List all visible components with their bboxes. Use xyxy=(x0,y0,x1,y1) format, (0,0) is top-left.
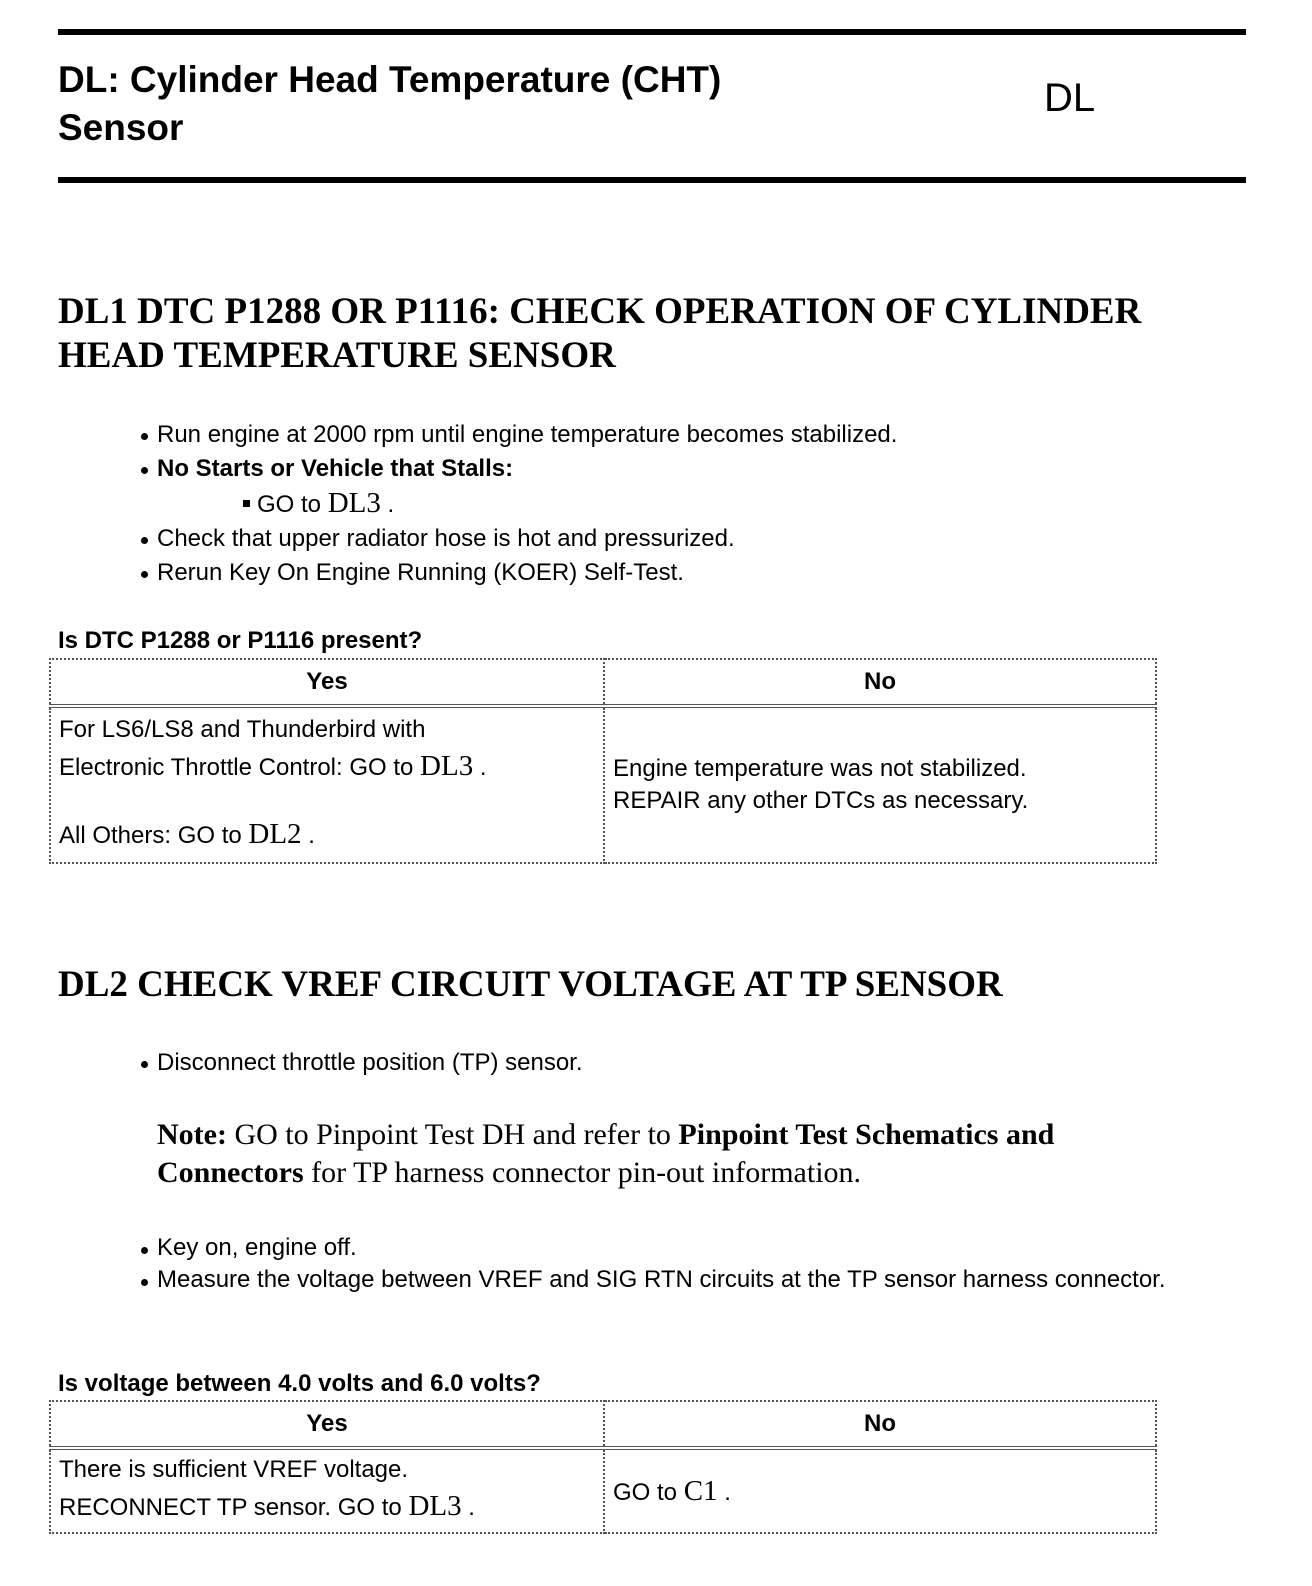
dl3-link[interactable]: DL3 xyxy=(420,750,474,782)
dl1-step: No Starts or Vehicle that Stalls: xyxy=(140,452,897,486)
dl1-step: Run engine at 2000 rpm until engine temperature becomes stabilized. xyxy=(140,418,897,452)
no-header: No xyxy=(604,1401,1156,1448)
dl2-note xyxy=(157,1116,1177,1192)
dl2-steps-a xyxy=(140,1046,583,1080)
page-title xyxy=(58,56,958,152)
dl2-question: Is voltage between 4.0 volts and 6.0 volts? xyxy=(58,1370,541,1397)
dl1-table xyxy=(49,658,1157,864)
page-title-line1: DL: Cylinder Head Temperature (CHT) xyxy=(58,59,722,100)
note-text: for TP harness connector pin-out information. xyxy=(311,1156,862,1189)
dl1-question: Is DTC P1288 or P1116 present? xyxy=(58,627,423,654)
dl1-step: Check that upper radiator hose is hot and pressurized. xyxy=(140,522,897,556)
header-bottom-rule xyxy=(58,177,1246,183)
dl3-link[interactable]: DL3 xyxy=(327,487,381,519)
no-header: No xyxy=(604,659,1156,706)
yes-line: For LS6/LS8 and Thunderbird with xyxy=(59,716,426,743)
dl2-step: Key on, engine off. xyxy=(140,1232,1200,1264)
note-text: GO to Pinpoint Test DH and refer to xyxy=(234,1118,671,1151)
no-cell xyxy=(604,706,1156,863)
dl1-title: DL1 DTC P1288 OR P1116: CHECK OPERATION OF CYLINDER HEAD TEMPERATURE SENSOR xyxy=(58,291,1142,376)
dl2-steps-b xyxy=(140,1232,1200,1296)
dl2-title: DL2 CHECK VREF CIRCUIT VOLTAGE AT TP SENSOR xyxy=(58,964,1003,1005)
dl2-step: Disconnect throttle position (TP) sensor. xyxy=(140,1046,583,1080)
table-header-row xyxy=(50,659,1156,706)
yes-line: All Others: GO to DL2 . xyxy=(59,818,315,850)
page-title-line2: Sensor xyxy=(58,107,184,148)
dl1-step: Rerun Key On Engine Running (KOER) Self-Test. xyxy=(140,556,897,590)
yes-cell xyxy=(50,1448,604,1533)
no-line: REPAIR any other DTCs as necessary. xyxy=(613,787,1029,814)
top-rule xyxy=(58,29,1246,35)
c1-link[interactable]: C1 xyxy=(683,1474,718,1507)
dl3-link[interactable]: DL3 xyxy=(408,1490,462,1522)
dl2-step: Measure the voltage between VREF and SIG RTN circuits at the TP sensor harness connector. xyxy=(140,1264,1200,1296)
yes-line: RECONNECT TP sensor. GO to DL3 . xyxy=(59,1490,475,1522)
yes-header: Yes xyxy=(50,1401,604,1448)
yes-cell xyxy=(50,706,604,863)
no-line: Engine temperature was not stabilized. xyxy=(613,755,1027,782)
yes-line: There is sufficient VREF voltage. xyxy=(59,1456,409,1483)
schematics-link[interactable]: Pinpoint Test Schematics and Connectors xyxy=(157,1118,1055,1189)
table-row xyxy=(50,1448,1156,1533)
note-label: Note: xyxy=(157,1118,227,1151)
yes-line: Electronic Throttle Control: GO to DL3 . xyxy=(59,750,487,782)
dl1-substep-text: GO to xyxy=(257,491,322,518)
dl2-table xyxy=(49,1400,1157,1534)
section-code: DL xyxy=(1044,76,1096,120)
yes-header: Yes xyxy=(50,659,604,706)
table-header-row xyxy=(50,1401,1156,1448)
dl1-steps xyxy=(140,418,897,590)
no-cell: GO to C1 . xyxy=(604,1448,1156,1533)
table-row xyxy=(50,706,1156,863)
dl2-link[interactable]: DL2 xyxy=(248,818,302,850)
dl1-substep: GO to DL3 . xyxy=(140,486,897,522)
